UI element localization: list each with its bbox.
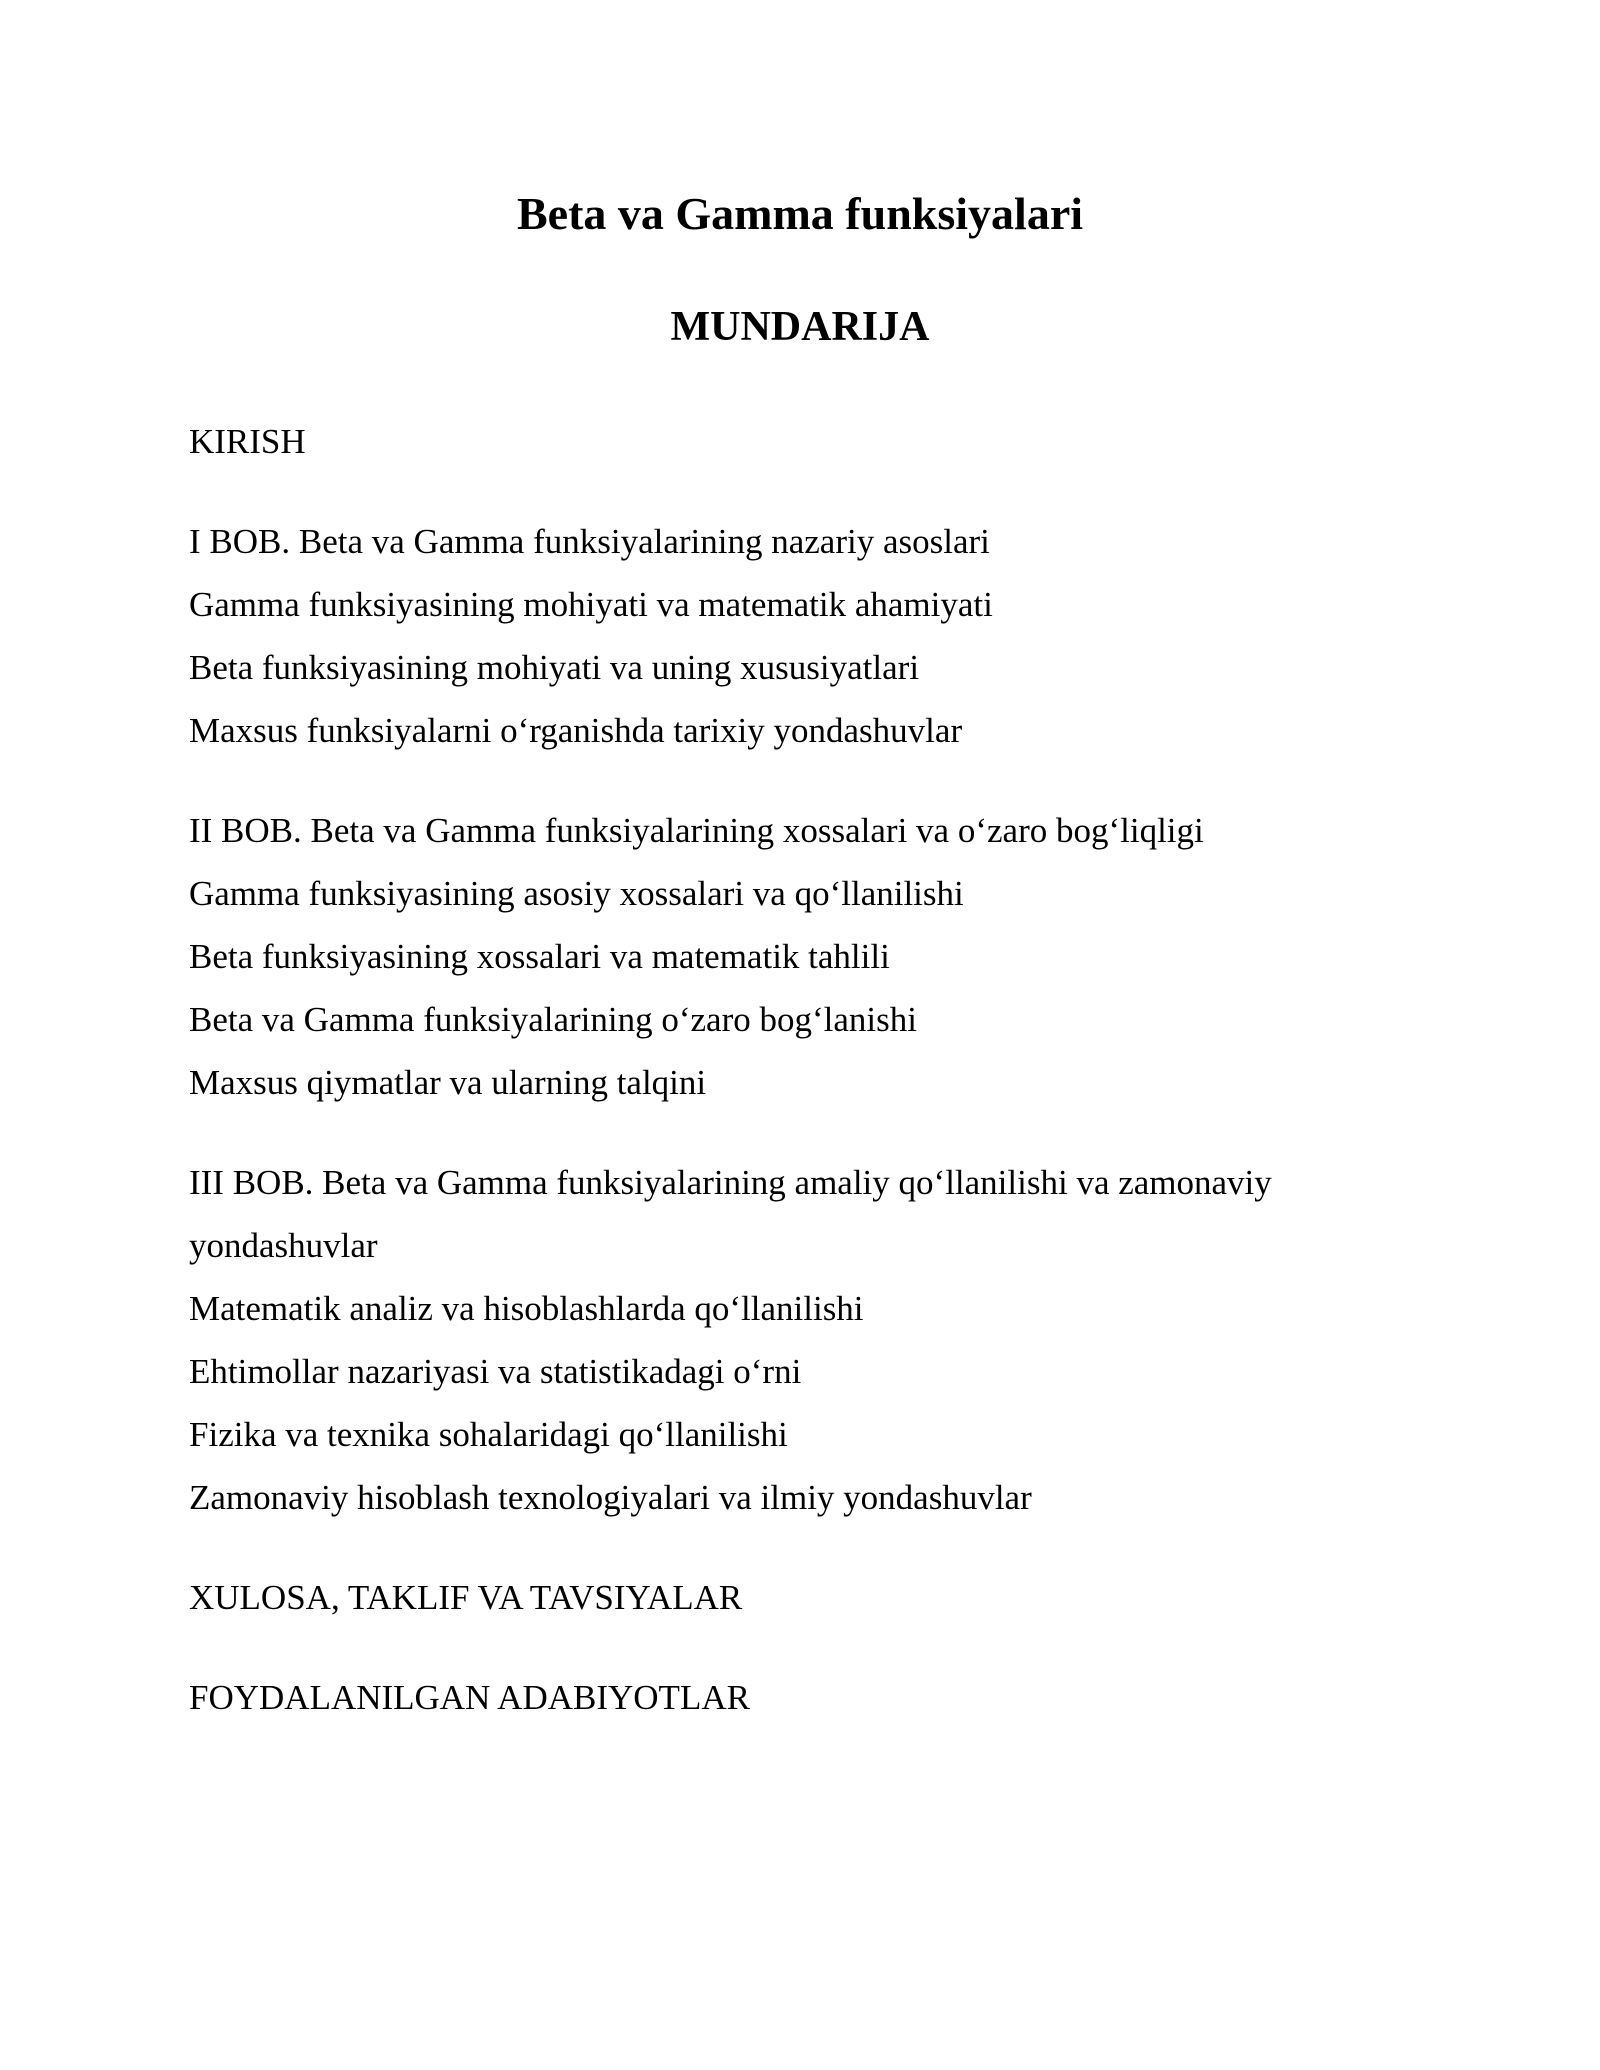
toc-item: Beta funksiyasining xossalari va matematik tahlili <box>189 937 890 976</box>
toc-item: Zamonaviy hisoblash texnologiyalari va ilmiy yondashuvlar <box>189 1478 1032 1517</box>
toc-intro: KIRISH <box>189 422 306 461</box>
toc-chapter-1 <box>189 510 1419 762</box>
toc-chapter-2 <box>189 799 1419 1114</box>
toc-heading: MUNDARIJA <box>670 304 930 350</box>
toc-item: Maxsus funksiyalarni o‘rganishda tarixiy yondashuvlar <box>189 711 963 750</box>
document-title: Beta va Gamma funksiyalari <box>516 188 1084 239</box>
toc-chapter-1-title: I BOB. Beta va Gamma funksiyalarining nazariy asoslari <box>189 522 990 561</box>
toc-conclusion: XULOSA, TAKLIF VA TAVSIYALAR <box>189 1578 743 1617</box>
toc-item: Beta va Gamma funksiyalarining o‘zaro bog‘lanishi <box>189 1000 917 1039</box>
toc-chapter-3 <box>189 1151 1419 1529</box>
toc-chapter-2-title: II BOB. Beta va Gamma funksiyalarining xossalari va o‘zaro bog‘liqligi <box>189 811 1204 850</box>
toc-item: Maxsus qiymatlar va ularning talqini <box>189 1063 707 1102</box>
toc-chapter-3-title: III BOB. Beta va Gamma funksiyalarining amaliy qo‘llanilishi va zamonaviy yondashuvlar <box>189 1163 1272 1265</box>
toc-item: Ehtimollar nazariyasi va statistikadagi o‘rni <box>189 1352 802 1391</box>
toc-references: FOYDALANILGAN ADABIYOTLAR <box>189 1678 750 1717</box>
toc-item: Gamma funksiyasining mohiyati va matematik ahamiyati <box>189 585 993 624</box>
toc-item: Gamma funksiyasining asosiy xossalari va qo‘llanilishi <box>189 874 964 913</box>
table-of-contents <box>189 410 1419 1729</box>
toc-item: Matematik analiz va hisoblashlarda qo‘llanilishi <box>189 1289 864 1328</box>
toc-item: Beta funksiyasining mohiyati va uning xususiyatlari <box>189 648 920 687</box>
toc-item: Fizika va texnika sohalaridagi qo‘llanilishi <box>189 1415 788 1454</box>
